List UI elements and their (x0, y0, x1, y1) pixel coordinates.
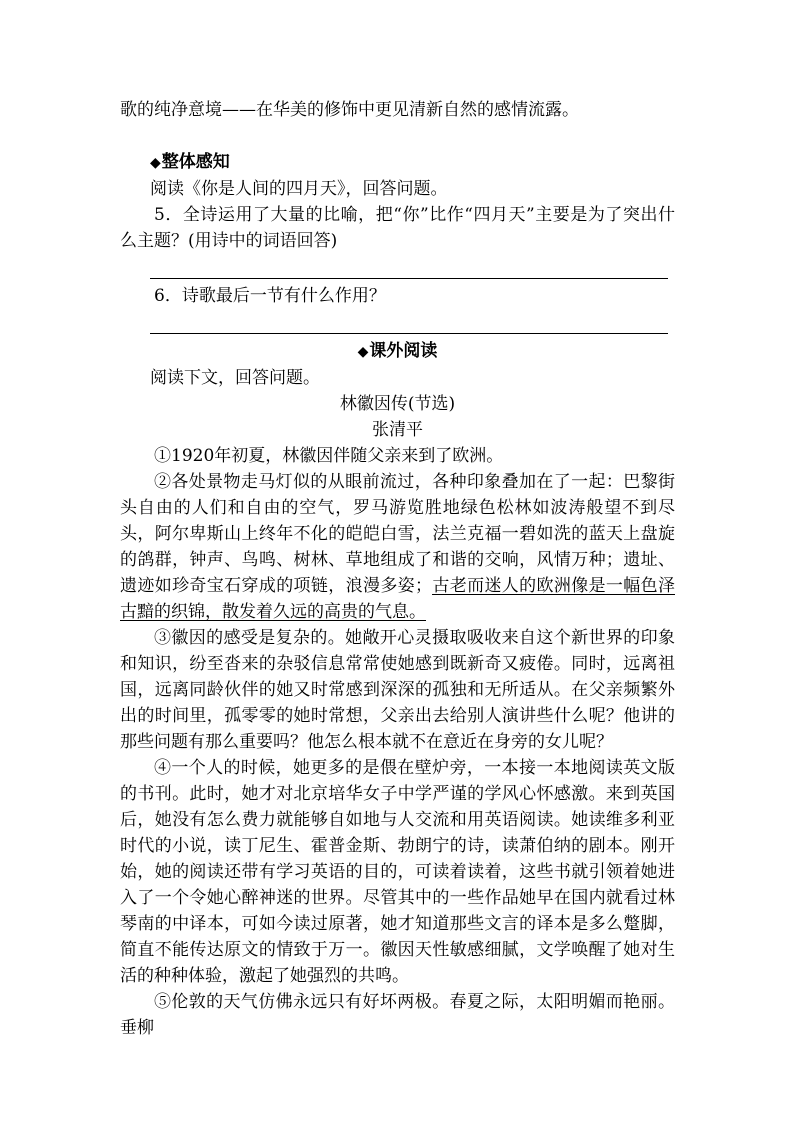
diamond-icon: ◆ (150, 155, 161, 171)
paragraph-4: ④一个人的时候，她更多的是偎在壁炉旁，一本接一本地阅读英文版的书刊。此时，她才对北京培华女子中学严谨的学风心怀感激。来到英国后，她没有怎么费力就能够自如地与人交流和用英语阅读。她读维多利亚时代的小说，读丁尼生、霍普金斯、勃朗宁的诗，读萧伯纳的剧本。刚开始，她的阅读还带有学习英语的目的，可读着读着，这些书就引领着她进入了一个令她心醉神迷的世界。尽管其中的一些作品她早在国内就看过林琴南的中译本，可如今读过原著，她才知道那些文言的译本是多么蹩脚，简直不能传达原文的情致于万一。徽因天性敏感细腻，文学唤醒了她对生活的种种体验，激起了她强烈的共鸣。 (120, 758, 675, 986)
heading-text: 课外阅读 (369, 341, 438, 361)
question-5: 5．全诗运用了大量的比喻，把“你”比作“四月天”主要是为了突出什么主题？(用诗中的词语回答) (120, 205, 675, 251)
paragraph-2-underlined: 古老而迷人的欧洲像是一幅色泽古黯的织锦，散发着久远的高贵的气息。 (120, 576, 675, 622)
instruction-overall: 阅读《你是人间的四月天》，回答问题。 (150, 179, 448, 199)
instruction-extra: 阅读下文，回答问题。 (150, 368, 320, 388)
spacer (120, 123, 675, 149)
question-6: 6．诗歌最后一节有什么作用？ (154, 286, 386, 306)
document-page (120, 97, 675, 1041)
answer-line-q5[interactable] (150, 254, 668, 279)
paragraph-3: ③徽因的感受是复杂的。她敞开心灵摄取吸收来自这个新世界的印象和知识，纷至沓来的杂驳信息常常使她感到既新奇又疲倦。同时，远离祖国，远离同龄伙伴的她又时常感到深深的孤独和无所适从。在父亲频繁外出的时间里，孤零零的她时常想，父亲出去给别人演讲些什么呢？他讲的那些问题有那么重要吗？他怎么根本就不在意近在身旁的女儿呢？ (120, 628, 675, 752)
article-author: 张清平 (372, 420, 423, 440)
intro-tail: 歌的纯净意境——在华美的修饰中更见清新自然的感情流露。 (120, 100, 579, 120)
heading-text: 整体感知 (161, 152, 230, 172)
section-heading-overall (120, 149, 675, 176)
paragraph-2 (120, 469, 675, 625)
paragraph-1: ①1920年初夏，林徽因伴随父亲来到了欧洲。 (154, 446, 504, 466)
paragraph-2-plain: ②各处景物走马灯似的从眼前流过，各种印象叠加在了一起：巴黎街头自由的人们和自由的空气，罗马游览胜地绿色松林如波涛般望不到尽头，阿尔卑斯山上终年不化的皑皑白雪，法兰克福一碧如洗的蓝天上盘旋的鸽群，钟声、鸟鸣、树林、草地组成了和谐的交响，风情万种；遗址、遗迹如珍奇宝石穿成的项链，浪漫多姿； (120, 472, 675, 596)
answer-line-q6[interactable] (150, 309, 668, 334)
section-heading-extra (120, 338, 675, 365)
diamond-icon: ◆ (357, 344, 369, 360)
paragraph-5: ⑤伦敦的天气仿佛永远只有好坏两极。春夏之际，太阳明媚而艳丽。垂柳 (120, 992, 675, 1038)
article-title: 林徽因传(节选) (339, 394, 456, 414)
